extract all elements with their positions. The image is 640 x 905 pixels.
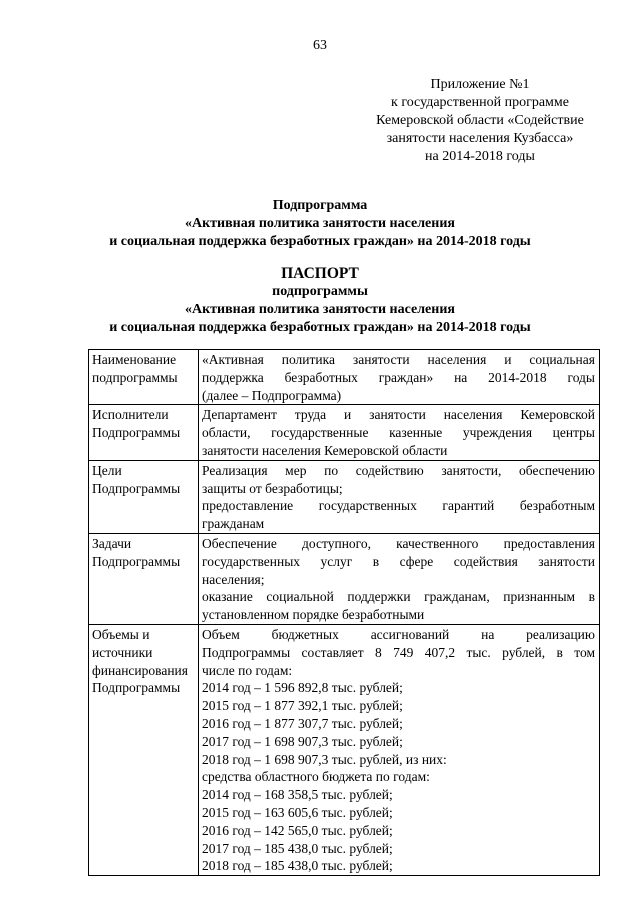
passport-heading — [0, 265, 640, 337]
value-line: 2017 год – 1 698 907,3 тыс. рублей; — [202, 733, 403, 749]
label-line: Объемы и — [92, 626, 150, 642]
appendix-line: Кемеровской области «Содействие — [376, 113, 584, 128]
row-value — [199, 405, 600, 460]
appendix-line: на 2014-2018 годы — [425, 149, 535, 164]
label-line: Подпрограммы — [92, 553, 181, 569]
value-line: 2016 год – 142 565,0 тыс. рублей; — [202, 822, 393, 838]
passport-title: ПАСПОРТ — [281, 265, 359, 282]
row-label — [89, 533, 199, 624]
value-line: населения; — [202, 571, 265, 587]
value-line: 2015 год – 1 877 392,1 тыс. рублей; — [202, 698, 403, 714]
table-row — [89, 405, 600, 460]
label-line: подпрограммы — [92, 369, 178, 385]
label-line: Подпрограммы — [92, 425, 181, 441]
passport-table — [88, 349, 600, 876]
row-label — [89, 405, 199, 460]
label-line: Подпрограммы — [92, 680, 181, 696]
appendix-line: занятости населения Кузбасса» — [386, 131, 574, 146]
appendix-note — [340, 76, 620, 166]
value-line: занятости населения Кемеровской области — [202, 442, 448, 458]
label-line: Подпрограммы — [92, 480, 181, 496]
value-line: Подпрограммы составляет 8 749 407,2 тыс. рублей, в том — [202, 644, 595, 660]
value-line: 2016 год – 1 877 307,7 тыс. рублей; — [202, 715, 403, 731]
value-line: 2015 год – 163 605,6 тыс. рублей; — [202, 804, 393, 820]
value-line: средства областного бюджета по годам: — [202, 769, 430, 785]
heading-line: «Активная политика занятости населения — [185, 302, 455, 317]
value-line: 2014 год – 1 596 892,8 тыс. рублей; — [202, 680, 403, 696]
table-row — [89, 624, 600, 875]
table-row — [89, 533, 600, 624]
label-line: финансирования — [92, 662, 188, 678]
value-line: 2017 год – 185 438,0 тыс. рублей; — [202, 840, 393, 856]
value-line: 2018 год – 1 698 907,3 тыс. рублей, из них: — [202, 751, 447, 767]
heading-line: подпрограммы — [272, 284, 368, 299]
value-line: Объем бюджетных ассигнований на реализацию — [202, 626, 595, 642]
value-line: оказание социальной поддержки гражданам, признанным в — [202, 589, 595, 605]
subprogram-heading — [0, 197, 640, 251]
value-line: 2018 год – 185 438,0 тыс. рублей; — [202, 858, 393, 874]
row-value — [199, 533, 600, 624]
value-line: гражданам — [202, 516, 265, 532]
value-line: Реализация мер по содействию занятости, обеспечению — [202, 462, 595, 478]
appendix-line: Приложение №1 — [430, 77, 530, 92]
row-label — [89, 460, 199, 533]
label-line: Наименование — [92, 352, 177, 367]
value-line: числе по годам: — [202, 662, 293, 678]
row-label — [89, 624, 199, 875]
heading-line: Подпрограмма — [272, 198, 368, 213]
label-line: Задачи — [92, 535, 132, 551]
row-value — [199, 624, 600, 875]
heading-line: и социальная поддержка безработных граждан» на 2014-2018 годы — [109, 234, 531, 249]
row-value — [199, 350, 600, 405]
appendix-line: к государственной программе — [391, 95, 569, 110]
row-value — [199, 460, 600, 533]
table-row — [89, 350, 600, 405]
page-number: 63 — [313, 38, 327, 53]
label-line: источники — [92, 644, 153, 660]
value-line: Обеспечение доступного, качественного предоставления — [202, 535, 595, 551]
table-row — [89, 460, 600, 533]
value-line: государственных услуг в сфере содействия занятости — [202, 553, 595, 569]
label-line: Исполнители — [92, 407, 169, 423]
label-line: Цели — [92, 462, 122, 478]
value-line: области, государственные казенные учреждения центры — [202, 425, 595, 441]
value-line: Департамент труда и занятости населения Кемеровской — [202, 407, 595, 423]
row-label — [89, 350, 199, 405]
heading-line: «Активная политика занятости населения — [185, 216, 455, 231]
value-line: поддержка безработных граждан» на 2014-2018 годы — [202, 369, 595, 385]
value-line: установленном порядке безработными — [202, 607, 425, 623]
value-line: 2014 год – 168 358,5 тыс. рублей; — [202, 787, 393, 803]
value-line: «Активная политика занятости населения и социальная — [202, 352, 595, 367]
value-line: защиты от безработицы; — [202, 480, 343, 496]
value-line: (далее – Подпрограмма) — [202, 387, 342, 403]
heading-line: и социальная поддержка безработных граждан» на 2014-2018 годы — [109, 320, 531, 335]
value-line: предоставление государственных гарантий безработным — [202, 498, 595, 514]
